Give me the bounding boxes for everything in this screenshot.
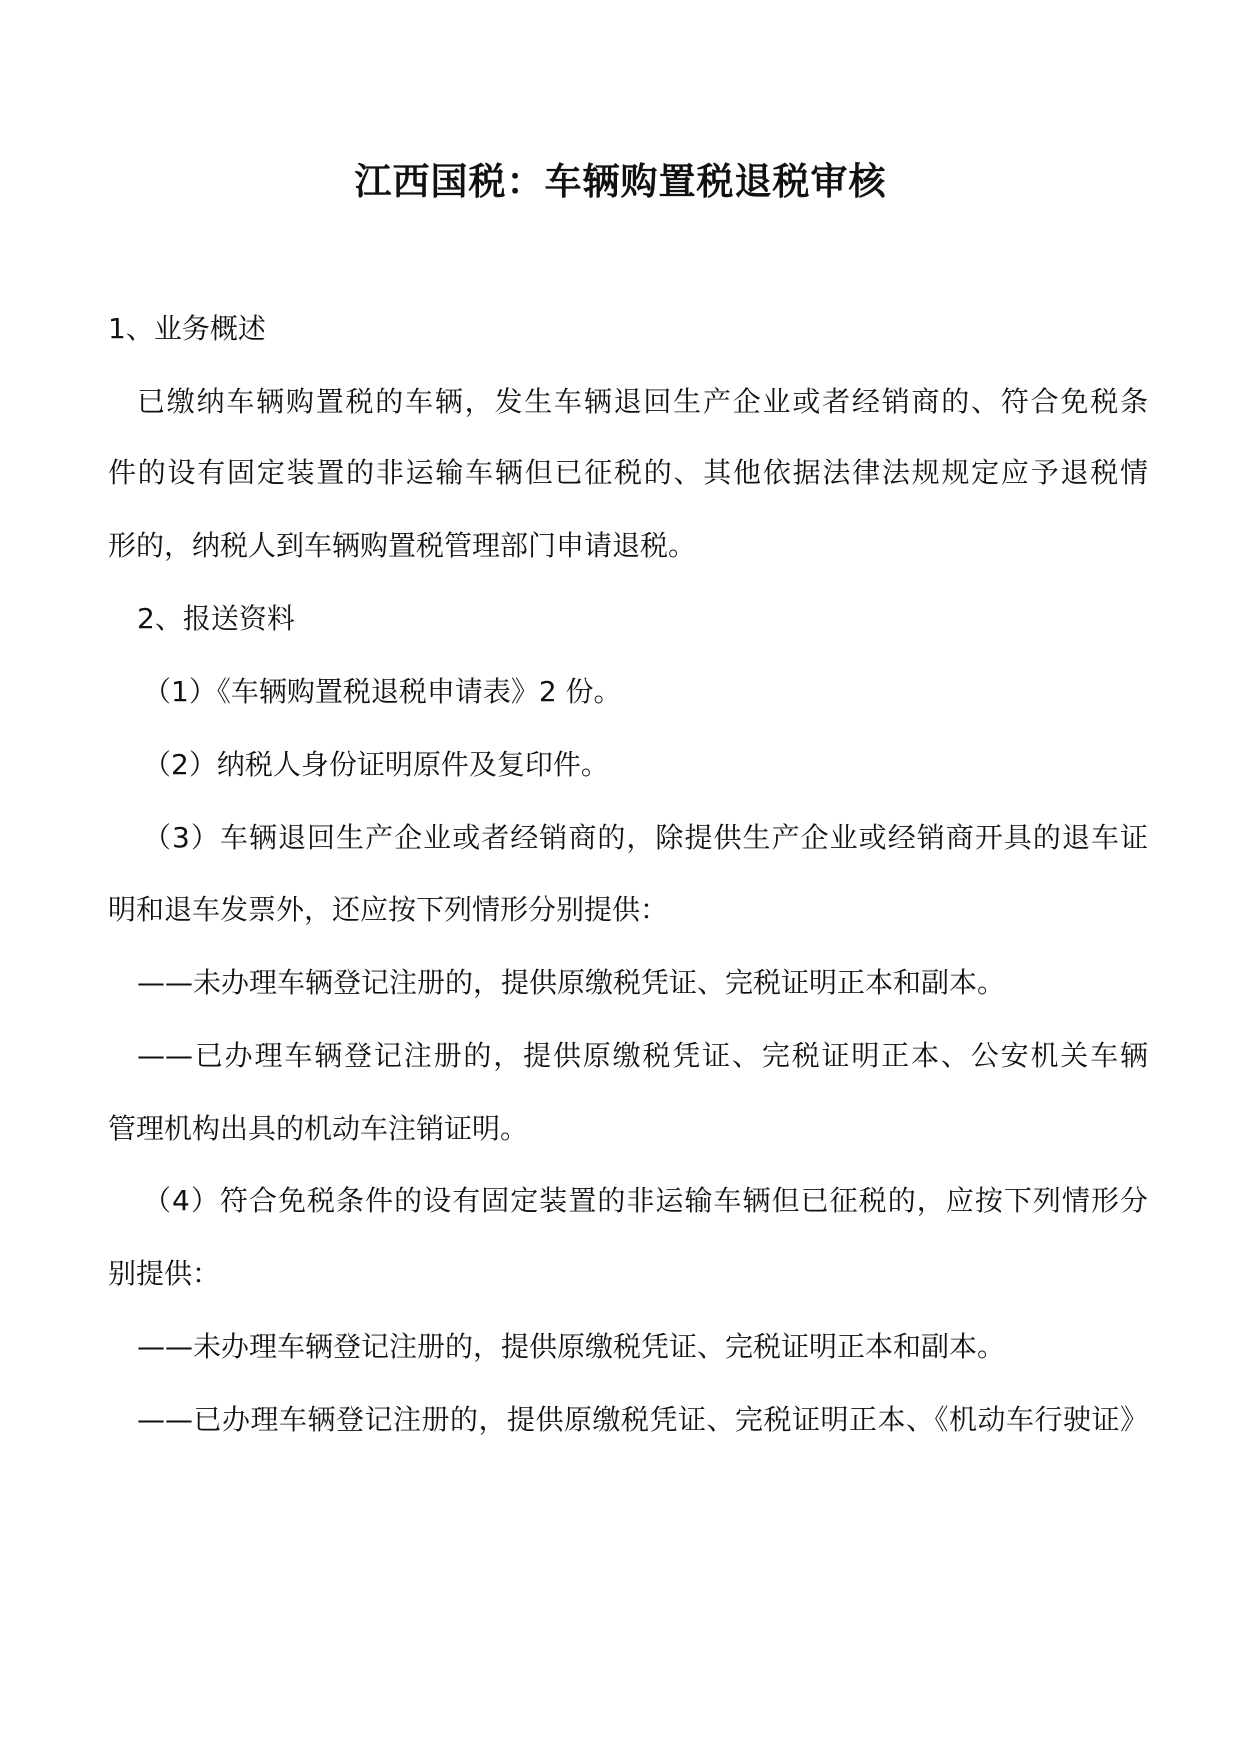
list-item: （3）车辆退回生产企业或者经销商的，除提供生产企业或经销商开具的退车证 [143,821,1148,854]
paragraph-line: 别提供： [108,1257,221,1290]
paragraph-line: 已缴纳车辆购置税的车辆，发生车辆退回生产企业或者经销商的、符合免税条 [137,385,1148,418]
list-item: （1）《车辆购置税退税申请表》2 份。 [143,675,622,708]
paragraph-line: 件的设有固定装置的非运输车辆但已征税的、其他依据法律法规规定应予退税情 [108,456,1148,489]
list-item: （4）符合免税条件的设有固定装置的非运输车辆但已征税的，应按下列情形分 [143,1184,1148,1217]
list-item: （2）纳税人身份证明原件及复印件。 [143,748,609,781]
paragraph-line: 管理机构出具的机动车注销证明。 [108,1112,529,1145]
paragraph-line: 形的，纳税人到车辆购置税管理部门申请退税。 [108,529,697,562]
paragraph-line: 明和退车发票外，还应按下列情形分别提供： [108,893,669,926]
section-heading-overview: 1、业务概述 [108,312,266,345]
dash-item: ——已办理车辆登记注册的，提供原缴税凭证、完税证明正本、公安机关车辆 [137,1039,1148,1072]
dash-item: ——未办理车辆登记注册的，提供原缴税凭证、完税证明正本和副本。 [137,1330,1006,1363]
section-heading-materials: 2、报送资料 [137,602,295,635]
dash-item: ——未办理车辆登记注册的，提供原缴税凭证、完税证明正本和副本。 [137,966,1006,999]
dash-item: ——已办理车辆登记注册的，提供原缴税凭证、完税证明正本、《机动车行驶证》 [137,1403,1148,1436]
document-title: 江西国税：车辆购置税退税审核 [354,160,887,203]
